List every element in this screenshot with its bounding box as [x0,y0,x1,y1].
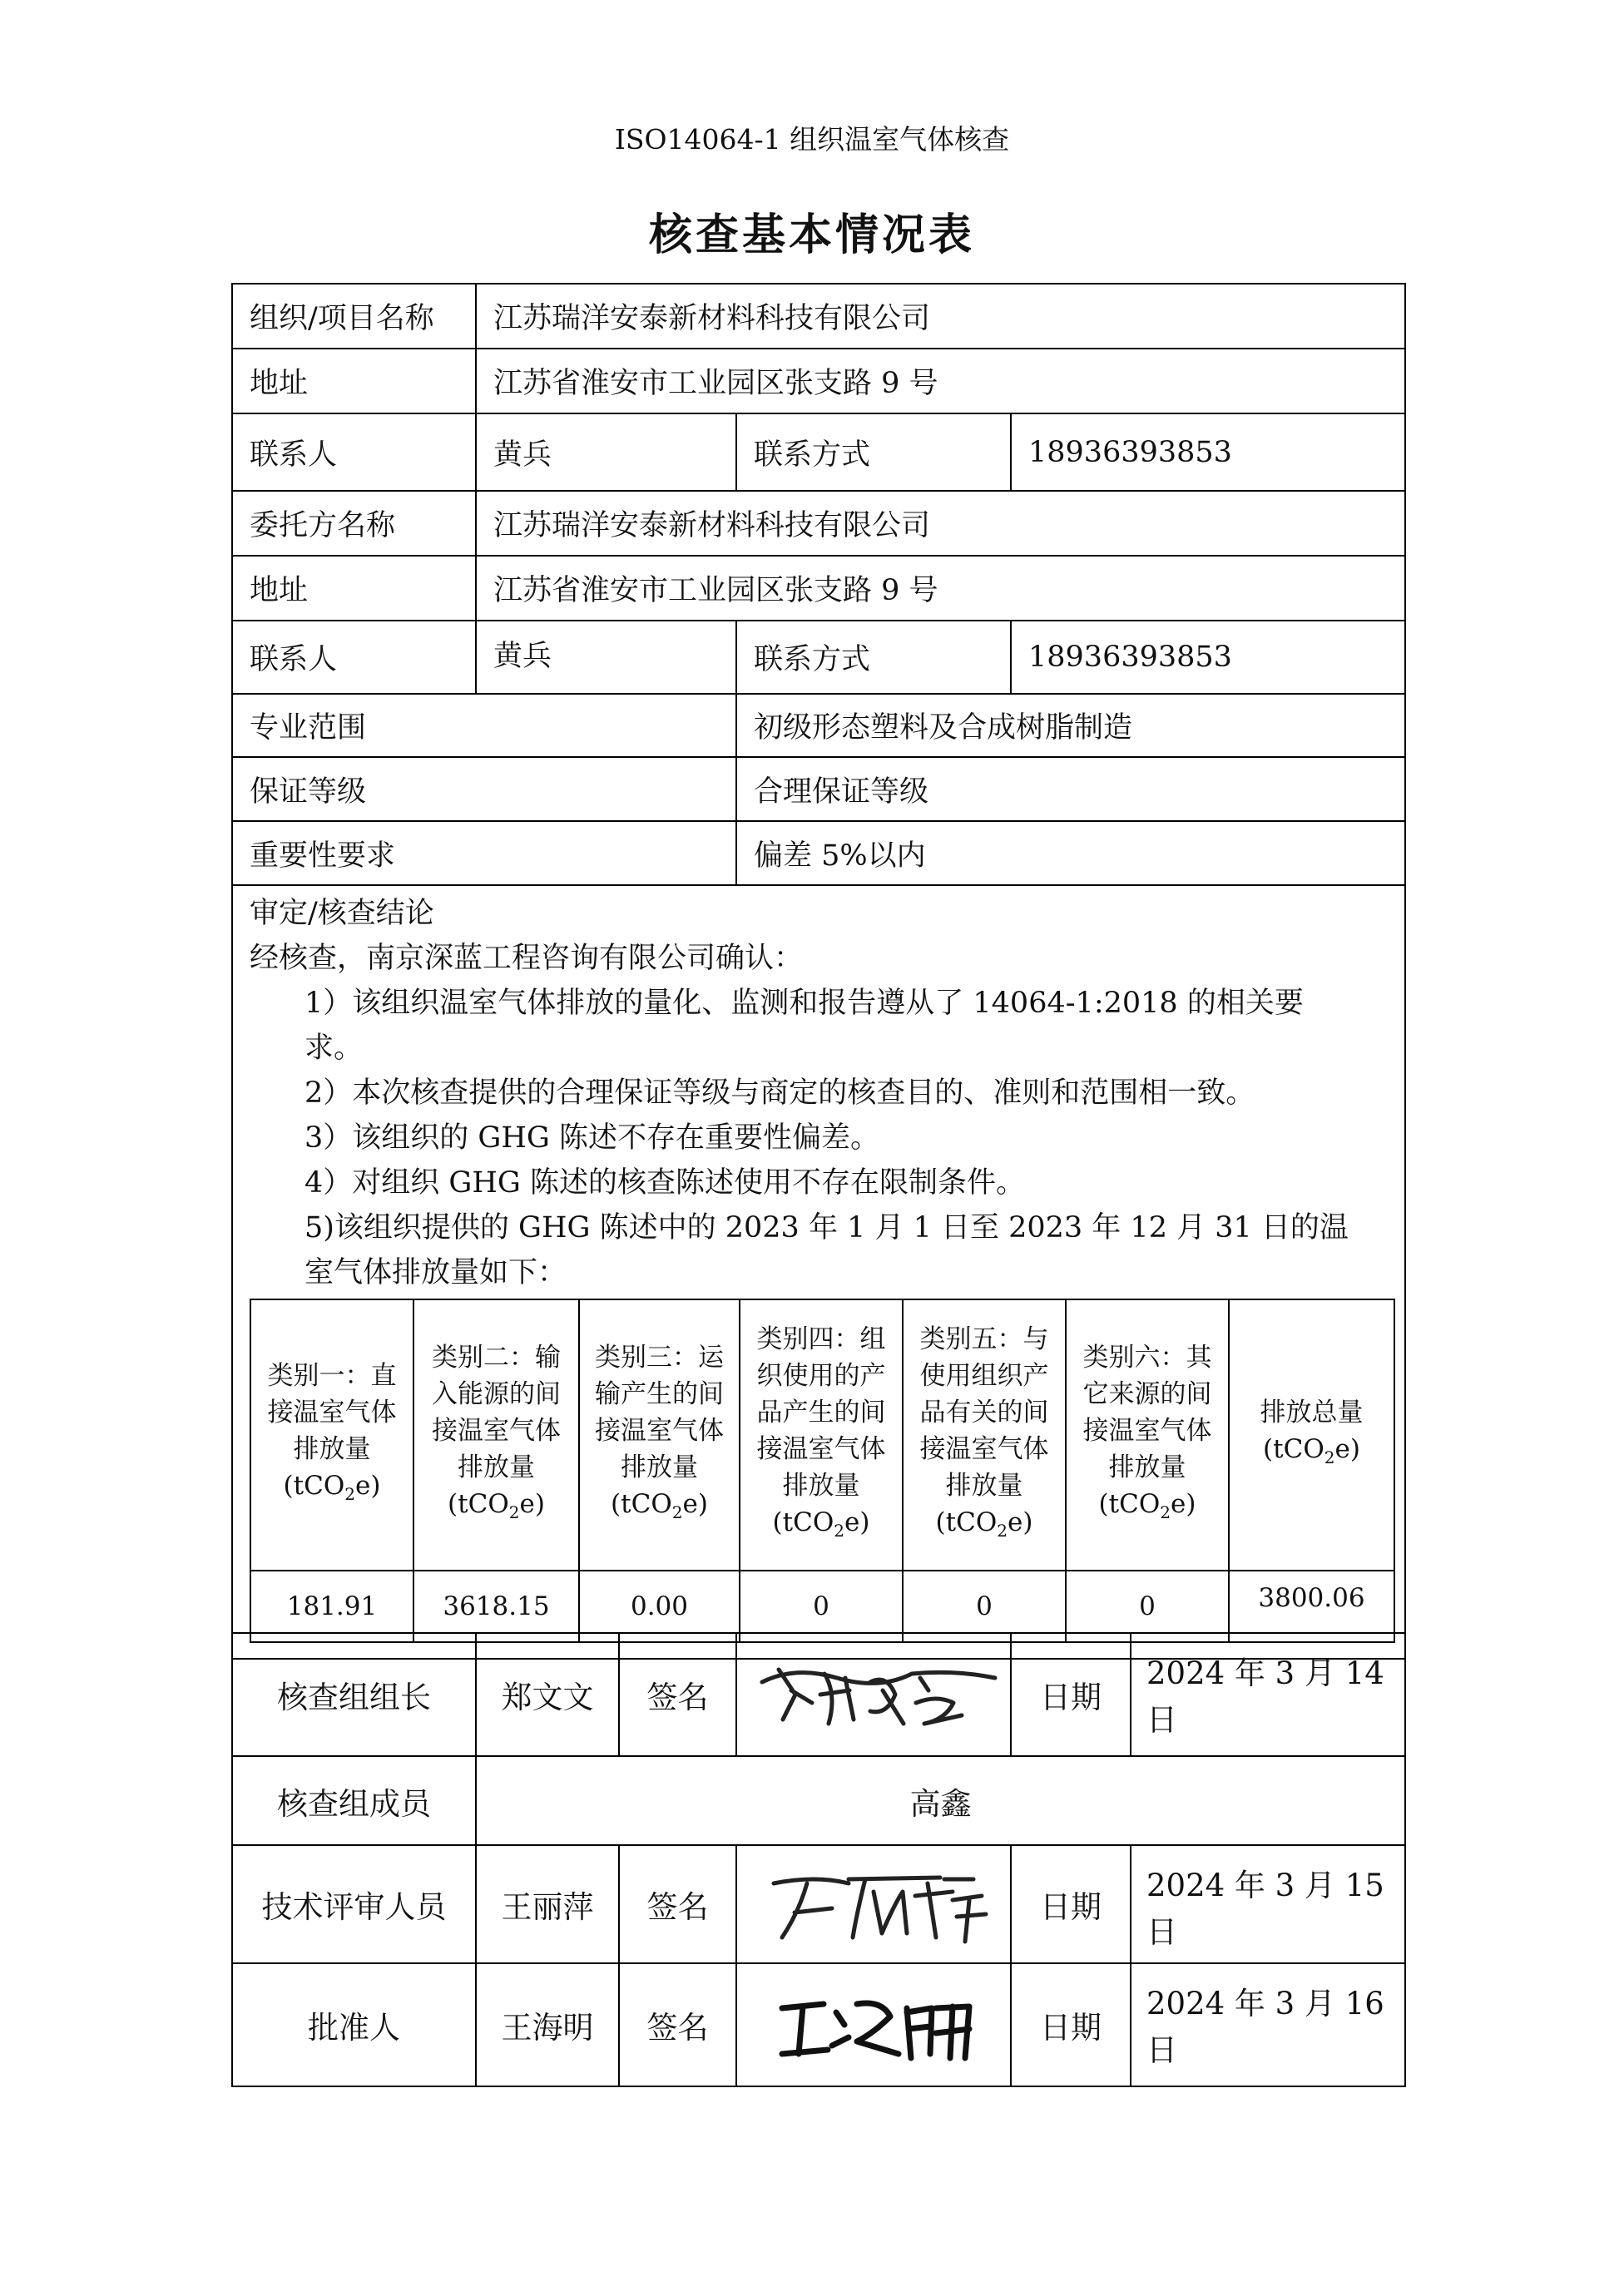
emissions-header-cell: 类别二：输入能源的间接温室气体排放量(tCO$_2$e) [413,1299,579,1571]
client-name-value: 江苏瑞洋安泰新材料科技有限公司 [476,491,1405,556]
reviewer-date-label: 日期 [1011,1845,1131,1963]
org-address-row [232,349,1405,413]
basic-info-table [231,283,1406,1660]
emissions-value-cell: 181.91 [250,1571,413,1642]
org-phone-value: 18936393853 [1011,413,1405,491]
emissions-header-cell: 类别六：其它来源的间接温室气体排放量(tCO$_2$e) [1066,1299,1229,1571]
members-value: 高鑫 [476,1756,1405,1845]
leader-label: 核查组组长 [232,1633,476,1756]
client-contact-value: 黄兵 [476,621,736,694]
org-name-row [232,284,1405,349]
conclusion-item-3: 3）该组织的 GHG 陈述不存在重要性偏差。 [304,1121,879,1155]
leader-date-label: 日期 [1011,1633,1131,1756]
client-name-label: 委托方名称 [232,491,476,556]
conclusion-item-1-cont: 求。 [304,1032,364,1065]
emissions-total-cell: 3800.06 [1229,1571,1394,1642]
org-contact-label: 联系人 [232,413,476,491]
reviewer-signature [736,1845,1011,1963]
assurance-row [232,757,1405,821]
conclusion-item-5: 5)该组织提供的 GHG 陈述中的 2023 年 1 月 1 日至 2023 年 12 月 31 日的温 [304,1211,1349,1244]
client-contact-label: 联系人 [232,621,476,694]
conclusion-intro: 经核查，南京深蓝工程咨询有限公司确认： [250,942,804,975]
emissions-table [250,1299,1395,1643]
materiality-row [232,821,1405,885]
scope-value: 初级形态塑料及合成树脂制造 [736,694,1405,757]
approver-label: 批准人 [232,1963,476,2086]
client-address-row [232,556,1405,621]
scope-label: 专业范围 [232,694,736,757]
org-address-label: 地址 [232,349,476,413]
members-label: 核查组成员 [232,1756,476,1845]
client-phone-label: 联系方式 [736,621,1011,694]
materiality-value: 偏差 5%以内 [736,821,1405,885]
emissions-value-cell: 0 [1066,1571,1229,1642]
conclusion-item-5-cont: 室气体排放量如下： [304,1256,567,1289]
conclusion-item-2: 2）本次核查提供的合理保证等级与商定的核查目的、准则和范围相一致。 [304,1076,1255,1110]
emissions-value-cell: 0 [903,1571,1066,1642]
conclusion-cell [232,885,1405,1659]
emissions-header-cell: 类别三：运输产生的间接温室气体排放量(tCO$_2$e) [579,1299,740,1571]
materiality-label: 重要性要求 [232,821,736,885]
members-row [232,1756,1405,1845]
leader-signature [736,1633,1011,1756]
org-phone-label: 联系方式 [736,413,1011,491]
approver-signature [736,1963,1011,2086]
reviewer-label: 技术评审人员 [232,1845,476,1963]
emissions-value-cell: 0 [740,1571,903,1642]
approver-date-label: 日期 [1011,1963,1131,2086]
approver-sign-label: 签名 [619,1963,736,2086]
page-header: ISO14064-1 组织温室气体核查 [614,123,1010,156]
org-contact-value: 黄兵 [476,413,736,491]
assurance-label: 保证等级 [232,757,736,821]
client-contact-row [232,621,1405,694]
reviewer-date: 2024 年 3 月 15 日 [1131,1845,1405,1963]
assurance-value: 合理保证等级 [736,757,1405,821]
conclusion-title: 审定/核查结论 [250,897,434,930]
handwritten-signature-icon [745,1645,1003,1744]
client-address-value: 江苏省淮安市工业园区张支路 9 号 [476,556,1405,621]
client-phone-value: 18936393853 [1011,621,1405,694]
reviewer-name: 王丽萍 [476,1845,619,1963]
page-title: 核查基本情况表 [648,210,975,260]
approver-row [232,1963,1405,2086]
approver-name: 王海明 [476,1963,619,2086]
leader-sign-label: 签名 [619,1633,736,1756]
org-contact-row [232,413,1405,491]
approver-date: 2024 年 3 月 16 日 [1131,1963,1405,2086]
client-name-row [232,491,1405,556]
conclusion-item-4: 4）对组织 GHG 陈述的核查陈述使用不存在限制条件。 [304,1166,1025,1200]
signature-table [231,1632,1406,2087]
client-address-label: 地址 [232,556,476,621]
conclusion-row [232,885,1405,1659]
emissions-header-cell: 类别五：与使用组织产品有关的间接温室气体排放量(tCO$_2$e) [903,1299,1066,1571]
leader-row [232,1633,1405,1756]
emissions-header-cell: 排放总量(tCO$_2$e) [1229,1299,1394,1571]
emissions-value-cell: 0.00 [579,1571,740,1642]
org-address-value: 江苏省淮安市工业园区张支路 9 号 [476,349,1405,413]
emissions-value-cell: 3618.15 [413,1571,579,1642]
leader-name: 郑文文 [476,1633,619,1756]
org-name-label: 组织/项目名称 [232,284,476,349]
reviewer-sign-label: 签名 [619,1845,736,1963]
handwritten-signature-icon [765,1975,982,2075]
org-name-value: 江苏瑞洋安泰新材料科技有限公司 [476,284,1405,349]
scope-row [232,694,1405,757]
emissions-header-cell: 类别一：直接温室气体排放量(tCO$_2$e) [250,1299,413,1571]
conclusion-item-1: 1）该组织温室气体排放的量化、监测和报告遵从了 14064-1:2018 的相关要 [304,987,1304,1020]
handwritten-signature-icon [749,1854,998,1954]
leader-date: 2024 年 3 月 14 日 [1131,1633,1405,1756]
emissions-header-cell: 类别四：组织使用的产品产生的间接温室气体排放量(tCO$_2$e) [740,1299,903,1571]
reviewer-row [232,1845,1405,1963]
emissions-header-row [250,1299,1394,1571]
